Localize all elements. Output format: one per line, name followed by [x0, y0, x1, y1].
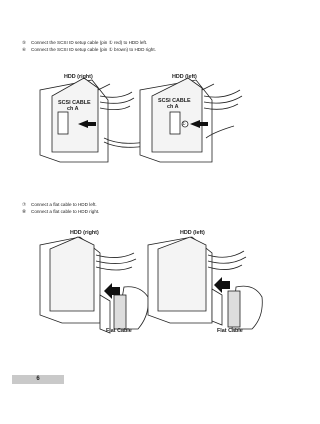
- label-scsi-cable-right: SCSI CABLE: [58, 100, 91, 106]
- label-hdd-right: HDD (right): [70, 230, 99, 236]
- figure-scsi-connection: [0, 60, 300, 170]
- page-number: 6: [12, 375, 64, 384]
- label-hdd-left: HDD (left): [180, 230, 205, 236]
- flat-cable-right: [114, 295, 126, 329]
- label-hdd-right: HDD (right): [64, 74, 93, 80]
- hdd-left-body: [158, 237, 206, 311]
- label-scsi-cable-left: SCSI CABLE: [158, 98, 191, 104]
- label-ch-a-left: ch A: [167, 104, 179, 110]
- arrow-icon-shaft: [200, 122, 208, 126]
- label-flat-cable-right: Flat Cable: [106, 328, 132, 334]
- step-text: Connect the SCSI ID setup cable (pin ① brown) to HDD right.: [31, 47, 156, 52]
- hdd-right-body: [50, 237, 94, 311]
- step-8: [22, 209, 99, 215]
- label-hdd-left: HDD (left): [172, 74, 197, 80]
- step-text: Connect a flat cable to HDD right.: [31, 209, 100, 214]
- figure-flat-cable-illustration: [0, 225, 300, 340]
- step-text: Connect a flat cable to HDD left.: [31, 202, 97, 207]
- arrow-icon-shaft: [88, 122, 96, 126]
- step-7: [22, 202, 97, 208]
- scsi-connector-right: [58, 112, 68, 134]
- arrow-icon: [104, 283, 112, 299]
- figure-flat-cable-connection: [0, 225, 300, 340]
- step-number: ⑥: [22, 47, 27, 52]
- label-ch-a-right: ch A: [67, 106, 79, 112]
- step-number: ⑦: [22, 202, 27, 207]
- pin-marker-label: ①: [182, 121, 186, 126]
- figure-scsi-illustration: [0, 60, 300, 170]
- step-6: [22, 47, 156, 53]
- step-number: ⑤: [22, 40, 27, 45]
- step-5: [22, 40, 147, 46]
- step-text: Connect the SCSI ID setup cable (pin ① red) to HDD left.: [31, 40, 148, 45]
- arrow-icon-shaft: [112, 287, 120, 295]
- label-flat-cable-left: Flat Cable: [217, 328, 243, 334]
- step-number: ⑧: [22, 209, 27, 214]
- arrow-icon-shaft: [222, 281, 230, 289]
- scsi-connector-left: [170, 112, 180, 134]
- flat-cable-left: [228, 291, 240, 327]
- flat-cable-connector-left: [212, 289, 222, 325]
